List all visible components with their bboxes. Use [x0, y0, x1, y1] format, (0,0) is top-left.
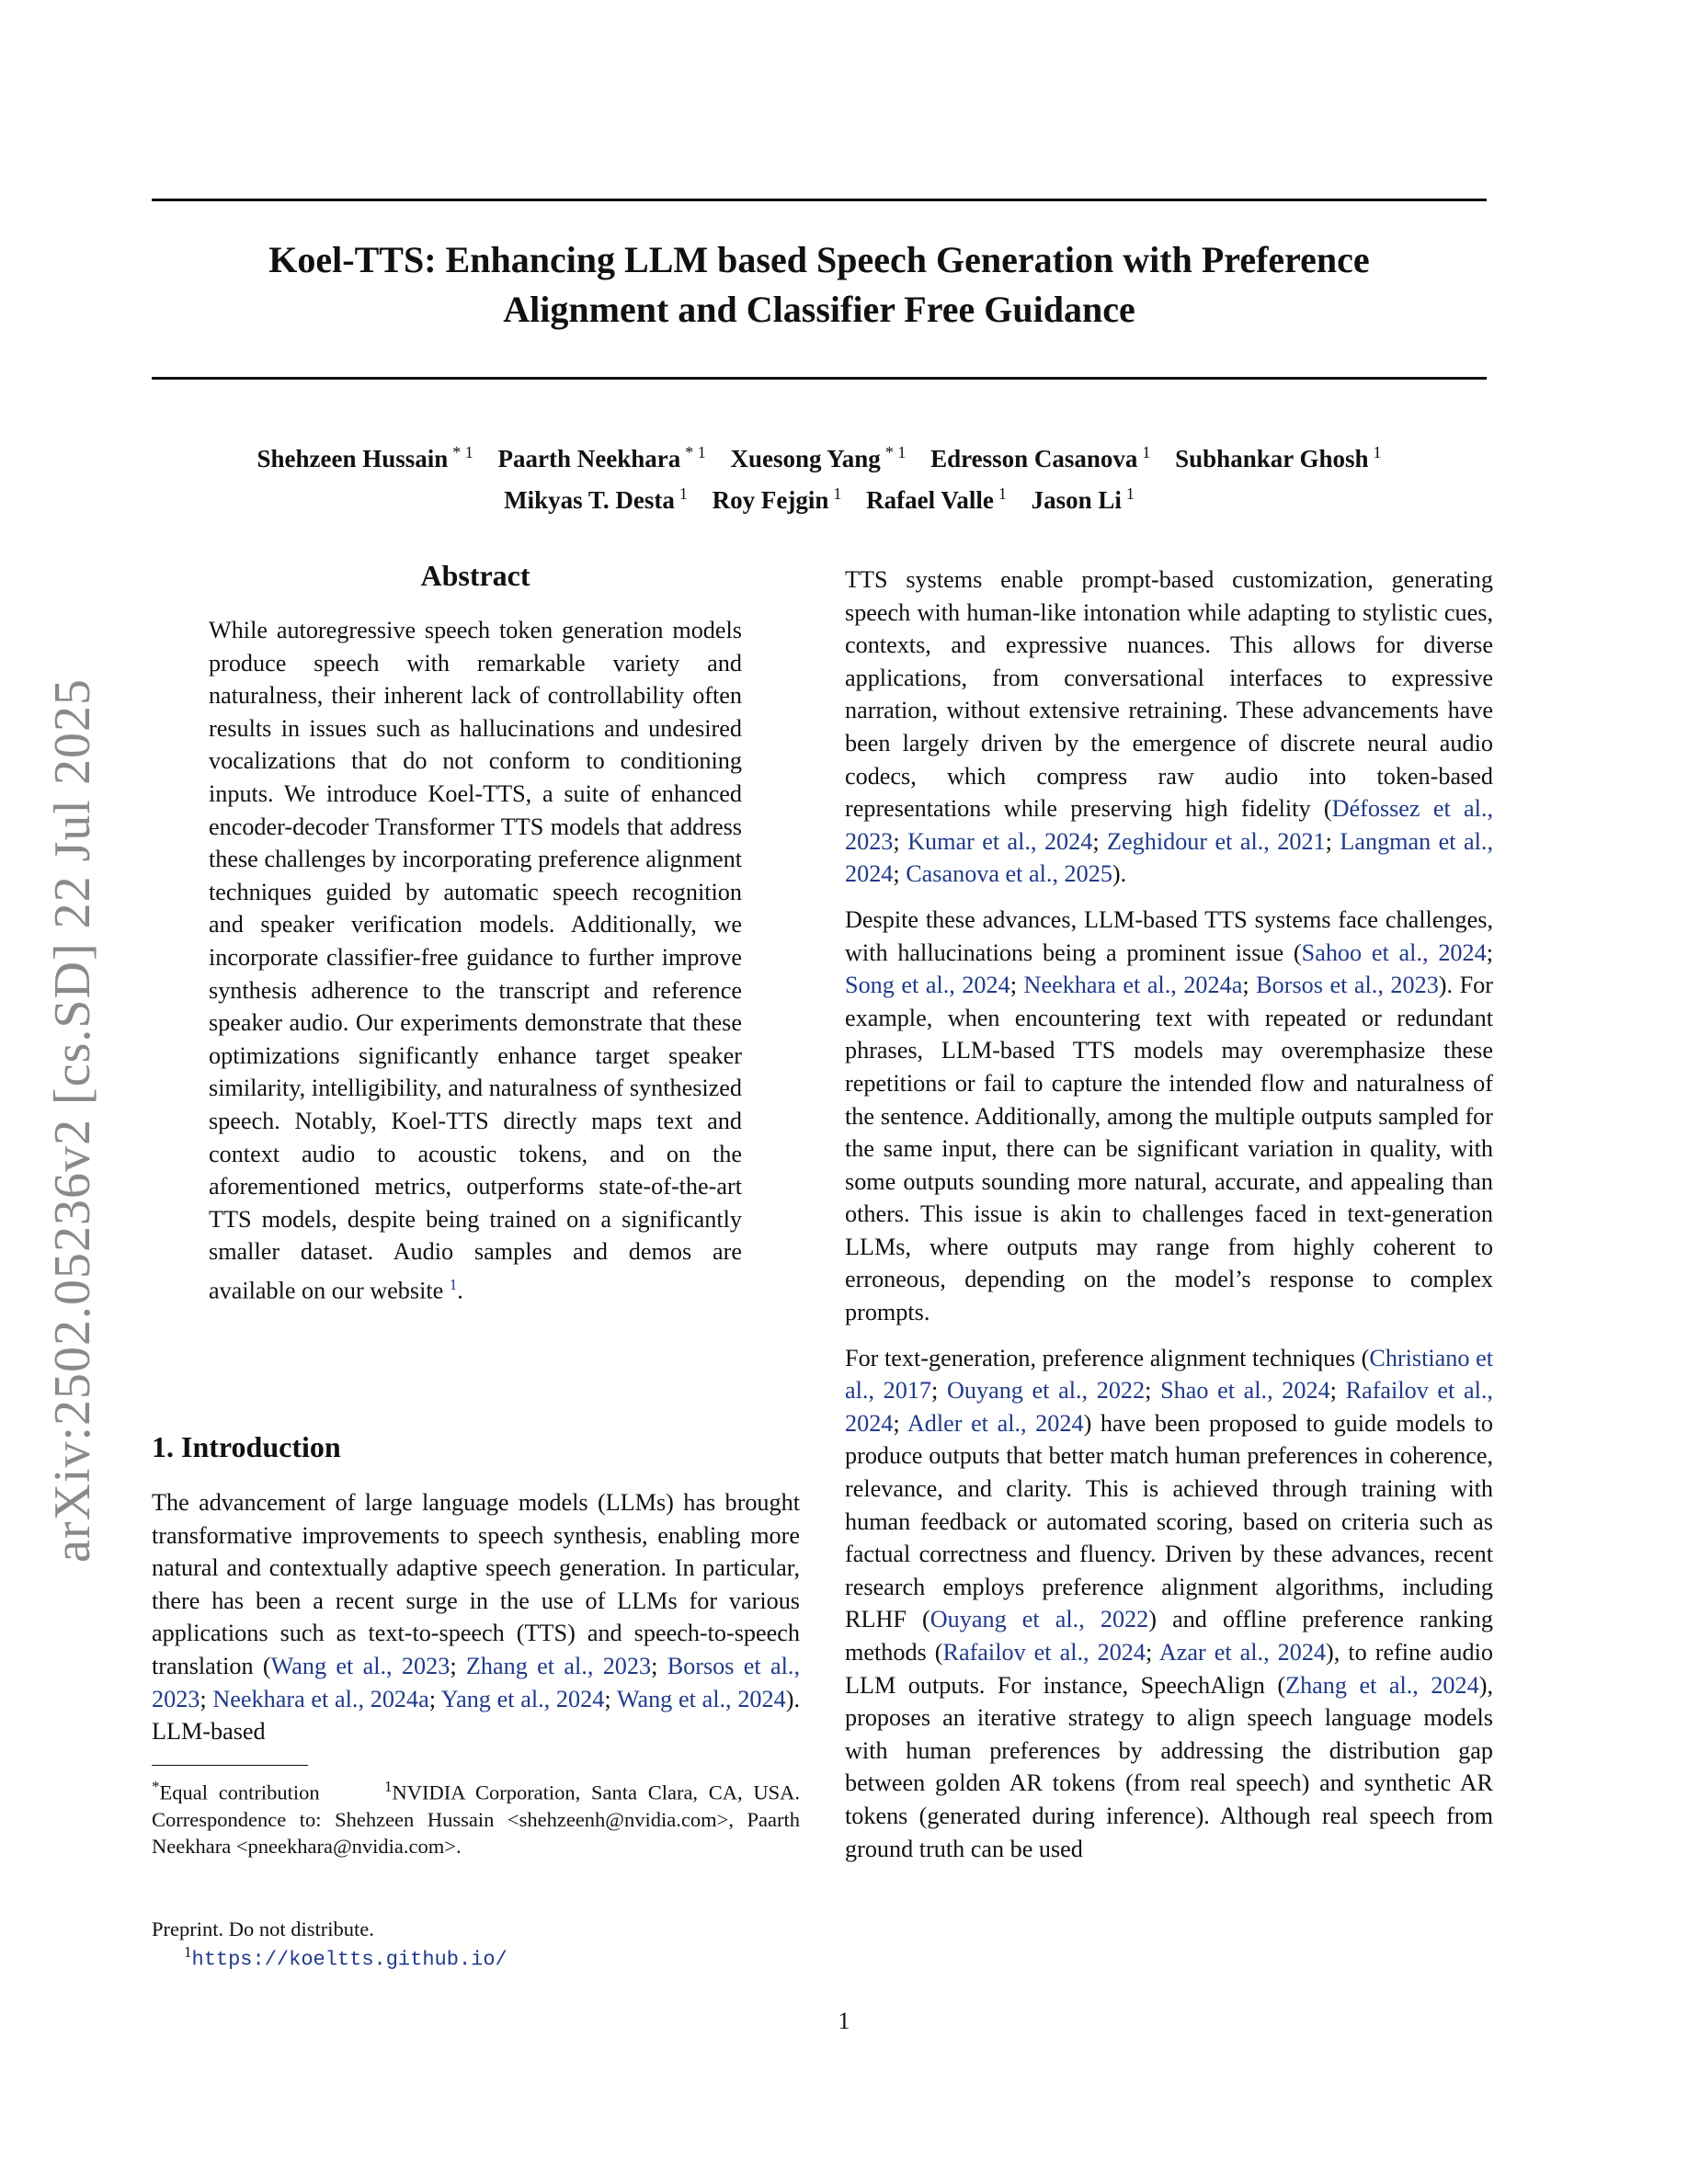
citation-link[interactable]: Sahoo et al., 2024: [1301, 938, 1487, 966]
title-top-rule: [152, 199, 1487, 201]
author: Jason Li $^1$: [1031, 484, 1135, 514]
citation-link[interactable]: Borsos et al., 2023: [152, 1652, 801, 1712]
citation-link[interactable]: Wang et al., 2024: [616, 1685, 786, 1712]
section-heading-introduction: 1. Introduction: [152, 1430, 341, 1463]
footnote-link[interactable]: 1: [449, 1275, 458, 1293]
citation-link[interactable]: Zeghidour et al., 2021: [1107, 827, 1326, 855]
citation-link[interactable]: Zhang et al., 2023: [465, 1652, 652, 1679]
right-column: [845, 563, 1493, 1878]
paper-title: [152, 235, 1487, 335]
footnote-affiliations: *Equal contribution $^1$NVIDIA Corporation, Santa Clara, CA, USA. Correspondence to: Shehzeen Hussain <shehzeenh@nvidia.com>, Paarth Neekhara <pneekhara@nvidia.com>.: [152, 1778, 801, 1858]
citation-link[interactable]: Azar et al., 2024: [1158, 1639, 1327, 1666]
citation-link[interactable]: Shao et al., 2024: [1160, 1377, 1330, 1405]
abstract-heading: Abstract: [420, 559, 530, 592]
website-link[interactable]: https://koeltts.github.io/: [191, 1948, 508, 1972]
citation-link[interactable]: Adler et al., 2024: [907, 1409, 1084, 1437]
paragraph: TTS systems enable prompt-based customization, generating speech with human-like intonation while adapting to stylistic cues, contexts, and expressive nuances. This allows for diverse applications, from conversational interfaces to expressive narration, without extensive retraining. These advancements have been largely driven by the emergence of discrete neural audio codecs, which compress raw audio into token-based representations while preserving high fidelity (Défossez et al., 2023; Kumar et al., 2024; Zeghidour et al., 2021; Langman et al., 2024; Casanova et al., 2025).: [845, 566, 1493, 888]
intro-paragraph: The advancement of large language models (LLMs) has brought transformative improvements to speech synthesis, enabling more natural and contextually adaptive speech generation. In particular, there has been a recent surge in the use of LLMs for various applications such as text-to-speech (TTS) and speech-to-speech translation (Wang et al., 2023; Zhang et al., 2023; Borsos et al., 2023; Neekhara et al., 2024a; Yang et al., 2024; Wang et al., 2024). LLM-based: [152, 1489, 801, 1746]
paragraph: Despite these advances, LLM-based TTS systems face challenges, with hallucinations being a prominent issue (Sahoo et al., 2024; Song et al., 2024; Neekhara et al., 2024a; Borsos et al., 2023). For example, when encountering text with repeated or redundant phrases, LLM-based TTS models may overemphasize these repetitions or fail to capture the intended flow and naturalness of the sentence. Additionally, among the multiple outputs sampled for the same input, there can be significant variation in quality, with some outputs sounding more natural, accurate, and appealing than others. This issue is akin to challenges faced in text-generation LLMs, where outputs may range from highly coherent to erroneous, depending on the model’s response to complex prompts.: [845, 905, 1493, 1326]
author-line-1: [152, 435, 1487, 476]
citation-link[interactable]: Ouyang et al., 2022: [930, 1606, 1149, 1633]
author-line-2: [152, 476, 1487, 518]
citation-link[interactable]: Neekhara et al., 2024a: [212, 1685, 429, 1712]
author: Shehzeen Hussain $^{* 1}$: [257, 443, 473, 472]
citation-link[interactable]: Rafailov et al., 2024: [942, 1639, 1146, 1666]
footnote-url: $^1$https://koeltts.github.io/: [184, 1943, 508, 1972]
citation-link[interactable]: Défossez et al., 2023: [845, 795, 1493, 855]
citation-link[interactable]: Kumar et al., 2024: [907, 827, 1093, 855]
author: Edresson Casanova $^1$: [930, 443, 1151, 472]
page-number: 1: [838, 2008, 850, 2034]
citation-link[interactable]: Borsos et al., 2023: [1256, 972, 1439, 999]
author: Rafael Valle $^1$: [866, 484, 1007, 514]
abstract-text: While autoregressive speech token generation models produce speech with remarkable variety and naturalness, their inherent lack of controllability often results in issues such as hallucinations and undesired vocalizations that do not conform to conditioning inputs. We introduce Koel-TTS, a suite of enhanced encoder-decoder Transformer TTS models that address these challenges by incorporating preference alignment techniques guided by automatic speech recognition and speaker verification models. Additionally, we incorporate classifier-free guidance to further improve synthesis adherence to the transcript and reference speaker audio. Our experiments demonstrate that these optimizations significantly enhance target speaker similarity, intelligibility, and naturalness of synthesized speech. Notably, Koel-TTS directly maps text and context audio to acoustic tokens, and on the aforementioned metrics, outperforms state-of-the-art TTS models, despite being trained on a significantly smaller dataset. Audio samples and demos are available on our website $^1$.: [209, 617, 742, 1304]
author-list: [152, 435, 1487, 518]
citation-link[interactable]: Yang et al., 2024: [440, 1685, 605, 1712]
citation-link[interactable]: Neekhara et al., 2024a: [1023, 972, 1243, 999]
paragraph: For text-generation, preference alignment techniques (Christiano et al., 2017; Ouyang et al., 2022; Shao et al., 2024; Rafailov et al., 2024; Adler et al., 2024) have been proposed to guide models to produce outputs that better match human preferences in coherence, relevance, and clarity. This is achieved through training with human feedback or automated scoring, based on criteria such as factual correctness and fluency. Driven by these advances, recent research employs preference alignment algorithms, including RLHF (Ouyang et al., 2022) and offline preference ranking methods (Rafailov et al., 2024; Azar et al., 2024), to refine audio LLM outputs. For instance, SpeechAlign (Zhang et al., 2024), proposes an iterative strategy to align speech language models with human preferences by addressing the distribution gap between golden AR tokens (from real speech) and synthetic AR tokens (generated during inference). Although real speech from ground truth can be used: [845, 1344, 1493, 1862]
preprint-notice: Preprint. Do not distribute.: [152, 1917, 374, 1940]
citation-link[interactable]: Casanova et al., 2025: [906, 860, 1112, 888]
citation-link[interactable]: Rafailov et al., 2024: [845, 1377, 1493, 1437]
citation-link[interactable]: Zhang et al., 2024: [1285, 1671, 1479, 1699]
citation-link[interactable]: Wang et al., 2023: [270, 1652, 451, 1679]
author: Subhankar Ghosh $^1$: [1175, 443, 1382, 472]
footnote-divider: [152, 1765, 308, 1766]
citation-link[interactable]: Ouyang et al., 2022: [946, 1377, 1146, 1405]
author: Xuesong Yang $^{* 1}$: [730, 443, 907, 472]
arxiv-sidebar-stamp: arXiv:2502.05236v2 [cs.SD] 22 Jul 2025: [44, 678, 101, 1563]
citation-link[interactable]: Christiano et al., 2017: [845, 1344, 1493, 1405]
title-line-1: Koel-TTS: Enhancing LLM based Speech Generation with Preference: [268, 239, 1370, 280]
title-bottom-rule: [152, 377, 1487, 380]
citation-link[interactable]: Langman et al., 2024: [845, 827, 1493, 888]
author: Roy Fejgin $^1$: [712, 484, 842, 514]
title-line-2: Alignment and Classifier Free Guidance: [503, 289, 1135, 330]
citation-link[interactable]: Song et al., 2024: [845, 972, 1010, 999]
author: Paarth Neekhara $^{* 1}$: [497, 443, 706, 472]
author: Mikyas T. Desta $^1$: [504, 484, 688, 514]
